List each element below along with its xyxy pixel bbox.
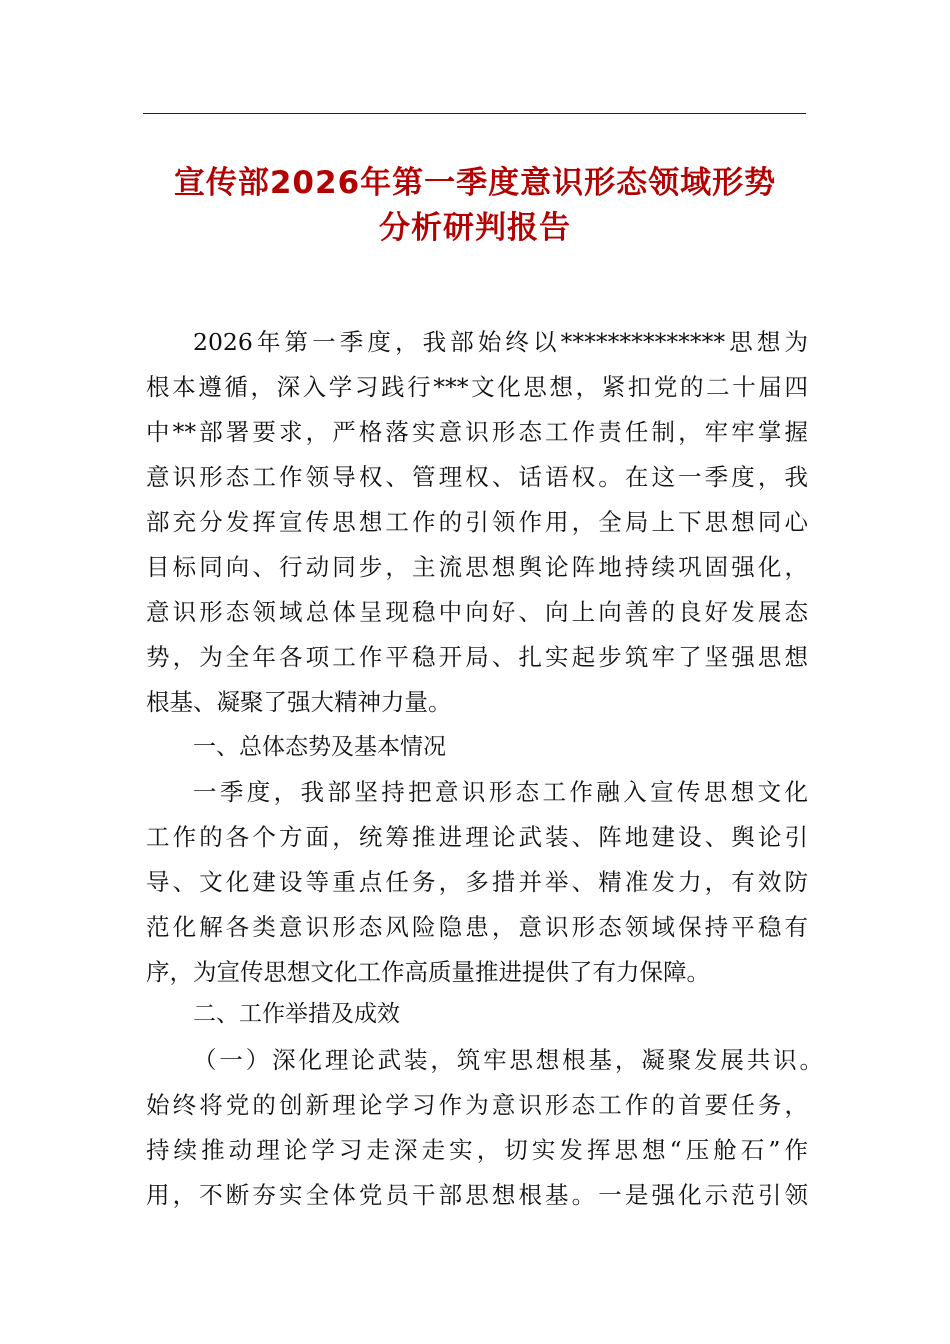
- paragraph-line: 根基、凝聚了强大精神力量。: [146, 688, 452, 716]
- paragraph-line: 导、文化建设等重点任务，多措并举、精准发力，有效防: [146, 868, 808, 896]
- paragraph-line: 目标同向、行动同步，主流思想舆论阵地持续巩固强化，: [146, 553, 808, 581]
- paragraph-line: 工作的各个方面，统筹推进理论武装、阵地建设、舆论引: [146, 823, 808, 851]
- paragraph-line: 根本遵循，深入学习践行***文化思想，紧扣党的二十届四: [146, 373, 808, 401]
- paragraph-line: 2026年第一季度，我部始终以**************思想为: [193, 328, 808, 356]
- document-title-line-1: 宣传部2026年第一季度意识形态领域形势: [173, 165, 777, 201]
- paragraph-line: 一季度，我部坚持把意识形态工作融入宣传思想文化: [193, 778, 808, 806]
- section-heading-2: 二、工作举措及成效: [193, 1001, 400, 1027]
- document-title-line-2: 分析研判报告: [379, 210, 571, 246]
- paragraph-line: 序，为宣传思想文化工作高质量推进提供了有力保障。: [146, 958, 710, 986]
- paragraph-line: 持续推动理论学习走深走实，切实发挥思想“压舱石”作: [146, 1136, 808, 1164]
- section-heading-1: 一、总体态势及基本情况: [193, 734, 446, 760]
- paragraph-line: 意识形态领域总体呈现稳中向好、向上向善的良好发展态: [146, 598, 808, 626]
- paragraph-line: 势，为全年各项工作平稳开局、扎实起步筑牢了坚强思想: [146, 643, 808, 671]
- paragraph-line: 始终将党的创新理论学习作为意识形态工作的首要任务，: [146, 1091, 808, 1119]
- paragraph-line: 中**部署要求，严格落实意识形态工作责任制，牢牢掌握: [146, 418, 808, 446]
- paragraph-line: 部充分发挥宣传思想工作的引领作用，全局上下思想同心: [146, 508, 808, 536]
- paragraph-line: 范化解各类意识形态风险隐患，意识形态领域保持平稳有: [146, 913, 808, 941]
- header-rule: [143, 113, 806, 114]
- paragraph-line: 意识形态工作领导权、管理权、话语权。在这一季度，我: [146, 463, 808, 491]
- paragraph-line: 用，不断夯实全体党员干部思想根基。一是强化示范引领: [146, 1181, 808, 1209]
- subsection-heading: （一）深化理论武装，筑牢思想根基，凝聚发展共识。: [193, 1046, 823, 1074]
